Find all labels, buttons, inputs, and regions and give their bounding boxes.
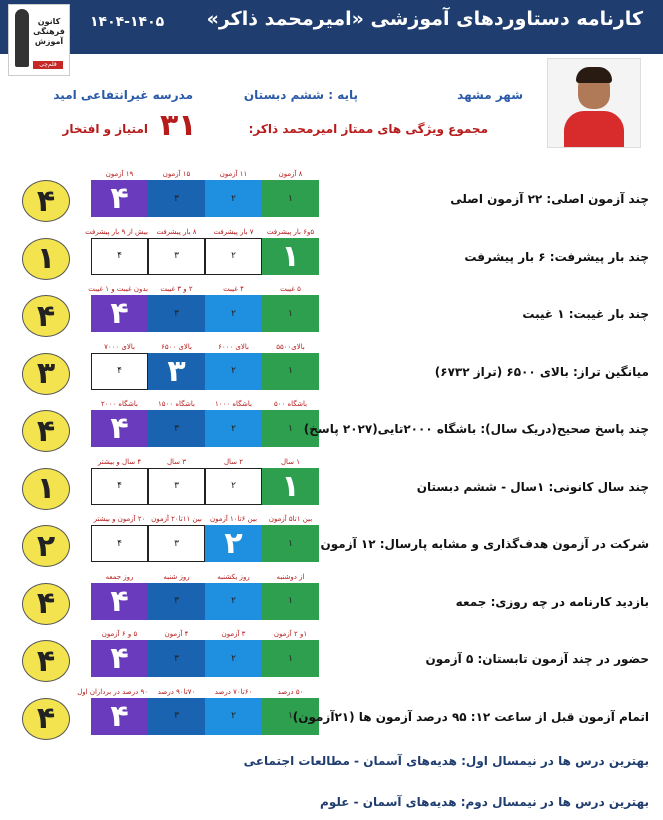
level-box-3: ۳ — [148, 640, 205, 677]
page-title: کارنامه دستاوردهای آموزشی «امیرمحمد ذاکر» — [206, 8, 643, 30]
achievement-row — [0, 515, 663, 567]
level-caption: بین ۱۱تا۲۰ آزمون — [151, 515, 202, 523]
total-value: ۳۱ — [160, 108, 197, 143]
level-box-2: ۲ — [205, 353, 262, 390]
achievement-row — [0, 400, 663, 452]
level-box-1: ۱ — [262, 583, 319, 620]
achievement-row — [0, 343, 663, 395]
level-caption: ۶۰تا۷۰ درصد — [214, 687, 253, 696]
achievement-row — [0, 228, 663, 280]
level-caption: باشگاه ۱۵۰۰ — [158, 400, 195, 408]
level-caption: ۲ و ۳ غیبت — [160, 285, 193, 293]
level-caption: ۵ غیبت — [280, 285, 301, 293]
achievement-row — [0, 458, 663, 510]
level-box-1: ۱ — [262, 525, 319, 562]
level-caption: ۹۰ درصد در برداران اول — [77, 687, 148, 696]
level-box-2: ۲ — [205, 468, 262, 505]
level-caption: ۳ سال — [166, 457, 187, 466]
level-caption: ۷ بار پیشرفت — [213, 227, 254, 236]
level-caption: بالای ۷۰۰۰ — [104, 342, 135, 351]
level-caption: روز جمعه — [105, 572, 134, 581]
row-question: چند سال کانونی: ۱سال - ششم دبستان — [416, 479, 649, 494]
row-score-badge: ۲ — [22, 525, 70, 567]
level-caption: ۱ سال — [280, 457, 301, 466]
level-caption: بدون غیبت و ۱ غیبت — [88, 285, 148, 293]
level-caption: ۵ و ۶ آزمون — [101, 630, 138, 638]
level-box-1: ۱ — [262, 238, 319, 275]
level-caption: ۱۹ آزمون — [105, 170, 134, 178]
level-box-2: ۲ — [205, 640, 262, 677]
row-score-badge: ۴ — [22, 640, 70, 682]
row-question: چند بار غیبت: ۱ غیبت — [522, 307, 649, 321]
city-label: شهر مشهد — [457, 88, 523, 102]
level-caption: بالای ۶۰۰۰ — [218, 342, 249, 351]
achievement-row — [0, 170, 663, 222]
level-box-4: ۴ — [91, 698, 148, 735]
row-score-badge: ۴ — [22, 410, 70, 452]
level-box-4: ۴ — [91, 295, 148, 332]
level-box-2: ۲ — [205, 698, 262, 735]
level-box-4: ۴ — [91, 353, 148, 390]
row-question: بازدید کارنامه در چه روزی: جمعه — [455, 594, 649, 609]
level-caption: روز یکشنبه — [217, 572, 250, 581]
row-question: شرکت در آزمون هدف‌گذاری و مشابه پارسال: ۱۲ آزمون — [320, 537, 649, 551]
row-question: میانگین تراز: بالای ۶۵۰۰ (تراز ۶۷۳۲) — [434, 364, 649, 379]
level-box-1: ۱ — [262, 698, 319, 735]
level-caption: ۱۱ آزمون — [219, 170, 248, 178]
level-box-4: ۴ — [91, 180, 148, 217]
level-caption: ۱۵ آزمون — [162, 170, 191, 178]
level-box-3: ۳ — [148, 238, 205, 275]
row-question: اتمام آزمون قبل از ساعت ۱۲: ۹۵ درصد آزمون ها (۲۱آزمون) — [292, 709, 649, 724]
academic-years: ۱۴۰۴-۱۴۰۵ — [90, 14, 165, 30]
level-box-4: ۴ — [91, 525, 148, 562]
level-box-3: ۳ — [148, 180, 205, 217]
best-subjects-second: بهترین درس ها در نیمسال دوم: هدیه‌های آسمان - علوم — [320, 795, 649, 809]
level-box-1: ۱ — [262, 640, 319, 677]
level-box-2: ۲ — [205, 295, 262, 332]
level-box-3: ۳ — [148, 295, 205, 332]
row-question: چند بار پیشرفت: ۶ بار پیشرفت — [464, 249, 649, 264]
level-caption: ۷۰تا۹۰ درصد — [157, 687, 196, 696]
row-score-badge: ۴ — [22, 698, 70, 740]
level-box-3: ۳ — [148, 698, 205, 735]
level-box-3: ۳ — [148, 525, 205, 562]
level-box-3: ۳ — [148, 353, 205, 390]
level-caption: بیش از ۹ بار پیشرفت — [85, 227, 148, 236]
total-unit: امتیاز و افتخار — [62, 122, 148, 136]
level-caption: از دوشنبه — [276, 572, 305, 581]
level-caption: باشگاه ۵۰۰ — [273, 400, 308, 408]
level-caption: ۴ غیبت — [223, 285, 244, 293]
row-question: حضور در چند آزمون تابستان: ۵ آزمون — [425, 652, 649, 666]
row-score-badge: ۱ — [22, 238, 70, 280]
level-caption: ۸ آزمون — [278, 170, 303, 178]
level-box-1: ۱ — [262, 353, 319, 390]
level-caption: باشگاه ۲۰۰۰ — [101, 400, 138, 408]
level-box-1: ۱ — [262, 410, 319, 447]
level-caption: ۱و ۲ آزمون — [273, 630, 308, 638]
level-caption: ۵۰ درصد — [277, 687, 304, 696]
level-box-3: ۳ — [148, 468, 205, 505]
level-caption: باشگاه ۱۰۰۰ — [215, 400, 252, 408]
level-box-4: ۴ — [91, 410, 148, 447]
header-bar — [0, 0, 663, 54]
level-box-1: ۱ — [262, 468, 319, 505]
level-caption: ۴ آزمون — [164, 630, 189, 638]
row-question: چند آزمون اصلی: ۲۲ آزمون اصلی — [450, 192, 649, 206]
level-box-3: ۳ — [148, 583, 205, 620]
level-box-2: ۲ — [205, 583, 262, 620]
row-score-badge: ۳ — [22, 353, 70, 395]
level-box-4: ۴ — [91, 468, 148, 505]
logo-figure-icon — [15, 9, 29, 67]
achievement-row — [0, 285, 663, 337]
level-box-4: ۴ — [91, 583, 148, 620]
level-caption: ۵و۶ بار پیشرفت — [266, 227, 315, 236]
level-caption: روز شنبه — [163, 572, 190, 581]
level-box-2: ۲ — [205, 180, 262, 217]
level-caption: بین ۱تا۵ آزمون — [268, 515, 313, 523]
row-score-badge: ۴ — [22, 180, 70, 222]
logo-badge: قلم‌چی — [33, 61, 63, 69]
row-score-badge: ۴ — [22, 295, 70, 337]
level-caption: بالای ۶۵۰۰ — [161, 342, 192, 351]
level-box-3: ۳ — [148, 410, 205, 447]
level-box-2: ۲ — [205, 238, 262, 275]
level-box-4: ۴ — [91, 640, 148, 677]
achievement-row — [0, 688, 663, 740]
level-caption: ۲۰ آزمون و بیشتر — [93, 515, 146, 523]
student-photo — [547, 58, 641, 148]
level-box-1: ۱ — [262, 295, 319, 332]
level-box-4: ۴ — [91, 238, 148, 275]
level-box-2: ۲ — [205, 525, 262, 562]
school-label: مدرسه غیرانتفاعی امید — [53, 88, 193, 102]
best-subjects-first: بهترین درس ها در نیمسال اول: هدیه‌های آسمان - مطالعات اجتماعی — [243, 754, 649, 768]
level-caption: ۲ سال — [223, 457, 244, 466]
level-caption: ۳ آزمون — [221, 630, 246, 638]
level-caption: بین ۶تا۱۰ آزمون — [209, 515, 258, 523]
level-box-1: ۱ — [262, 180, 319, 217]
level-caption: ۸ بار پیشرفت — [156, 227, 197, 236]
logo-text: کانون فرهنگی آموزش — [33, 17, 65, 46]
row-score-badge: ۱ — [22, 468, 70, 510]
kanoon-logo — [8, 4, 70, 76]
level-caption: بالای۵۵۰۰ — [276, 342, 305, 351]
achievement-row — [0, 573, 663, 625]
row-question: چند پاسخ صحیح(دریک سال): باشگاه ۲۰۰۰تایی(۲۰۲۷ پاسخ) — [303, 422, 649, 436]
achievement-row — [0, 630, 663, 682]
row-score-badge: ۴ — [22, 583, 70, 625]
level-caption: ۴ سال و بیشتر — [97, 457, 142, 466]
total-label: مجموع ویژگی های ممتاز امیرمحمد ذاکر: — [248, 122, 488, 136]
level-box-2: ۲ — [205, 410, 262, 447]
grade-label: پایه : ششم دبستان — [243, 88, 358, 102]
